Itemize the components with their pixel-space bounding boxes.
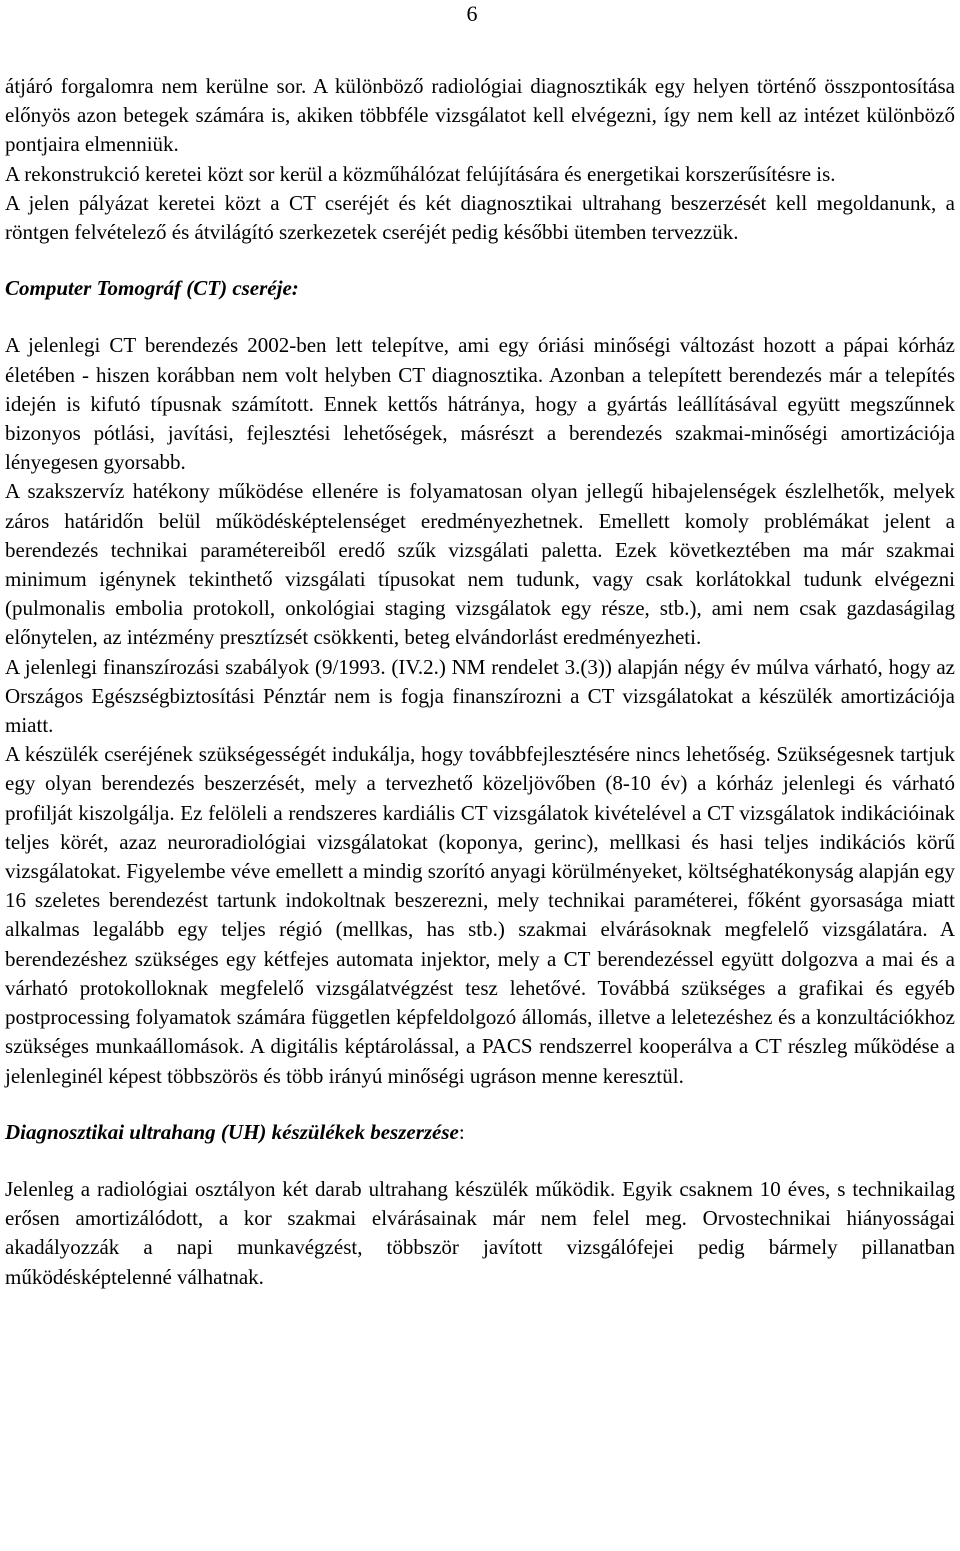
uh-section-heading [5,1118,955,1147]
intro-paragraph-2: A rekonstrukció keretei közt sor kerül a közműhálózat felújítására és energetikai korszerűsítésre is. [5,161,836,186]
uh-paragraph-1: Jelenleg a radiológiai osztályon két darab ultrahang készülék működik. Egyik csaknem 10 éves, s technikailag erősen amortizálódott, a kor szakmai elvárásainak már nem felel meg. Orvostechnikai hiányosságai akadályozzák a napi munkavégzést, többször javított vizsgálófejei pedig bármely pillanatban működésképtelenné válhatnak. [5,1176,955,1289]
ct-paragraph-1: A jelenlegi CT berendezés 2002-ben lett telepítve, ami egy óriási minőségi változást hozott a pápai kórház életében - hiszen korábban nem volt helyben CT diagnosztika. Azonban a telepített berendezés már a telepítés idején is kifutó típusnak számított. Ennek kettős hátránya, hogy a gyártás leállításával együtt megszűnnek bizonyos pótlási, javítási, fejlesztési lehetőségek, másrészt a berendezés szakmai-minőségi amortizációja lényegesen gyorsabb. [5,333,955,475]
intro-paragraph-1: átjáró forgalomra nem kerülne sor. A különböző radiológiai diagnosztikák egy helyen történő összpontosítása előnyös azon betegek számára is, akiken többféle vizsgálatot kell elvégezni, így nem kell az intézet különböző pontjaira elmenniük. [5,74,955,157]
ct-section-heading: Computer Tomográf (CT) cseréje: [5,276,299,301]
page-number: 6 [466,1,478,26]
ct-paragraph-3: A jelenlegi finanszírozási szabályok (9/1993. (IV.2.) NM rendelet 3.(3)) alapján négy év múlva várható, hogy az Országos Egészségbiztosítási Pénztár nem is fogja finanszírozni a CT vizsgálatokat a készülék amortizációja miatt. [5,654,955,738]
ct-paragraph-4: A készülék cseréjének szükségességét indukálja, hogy továbbfejlesztésére nincs lehetőség. Szükségesnek tartjuk egy olyan berendezés beszerzését, mely a tervezhető közeljövőben (8-10 év) a kórház jelenlegi és várható profilját kiszolgálja. Ez felöleli a rendszeres kardiális CT vizsgálatok kivételével a CT vizsgálatok indikációinak teljes körét, azaz neuroradiológiai vizsgálatokat (koponya, gerinc), mellkasi és hasi teljes indikációs körű vizsgálatokat. Figyelembe véve emellett a mindig szorító anyagi körülményeket, költséghatékonyság alapján egy 16 szeletes berendezést tartunk indokoltnak beszerezni, mely technikai paraméterei, főként gyorsasága miatt alkalmas legalább egy teljes régió (mellkas, has stb.) szakmai elvárásoknak megfelelő vizsgálatára. A berendezéshez szükséges egy kétfejes automata injektor, mely a CT berendezéssel együtt dolgozva a mai és a várható protokolloknak megfelelő vizsgálatvégzést tesz lehetővé. Továbbá szükséges a grafikai és egyéb postprocessing folyamatok számára független képfeldolgozó állomás, illetve a leletezéshez és a konzultációkhoz szükséges munkaállomások. A digitális képtárolással, a PACS rendszerrel kooperálva a CT részleg működése a jelenleginél képest többszörös és több irányú minőségi ugráson menne keresztül. [5,742,955,1088]
document-body [5,72,955,1292]
uh-heading-colon: : [458,1119,465,1144]
ct-paragraph-2: A szakszervíz hatékony működése ellenére is folyamatosan olyan jellegű hibajelenségek észlelhetők, melyek záros határidőn belül működésképtelenséget eredményezhetnek. Emellett komoly problémákat jelent a berendezés technikai paramétereiből eredő szűk vizsgálati paletta. Ezek következtében ma már szakmai minimum igénynek tekinthető vizsgálati típusokat nem tudunk, vagy csak korlátokkal tudunk elvégezni (pulmonalis embolia protokoll, onkológiai staging vizsgálatok egy része, stb.), ami nem csak gazdaságilag előnytelen, az intézmény presztízsét csökkenti, beteg elvándorlást eredményezheti. [5,479,955,650]
intro-paragraph-3: A jelen pályázat keretei közt a CT cseréjét és két diagnosztikai ultrahang beszerzését kell megoldanunk, a röntgen felvételező és átvilágító szerkezetek cseréjét pedig későbbi ütemben tervezzük. [5,190,955,245]
uh-heading-text: Diagnosztikai ultrahang (UH) készülékek beszerzése [5,1119,459,1144]
